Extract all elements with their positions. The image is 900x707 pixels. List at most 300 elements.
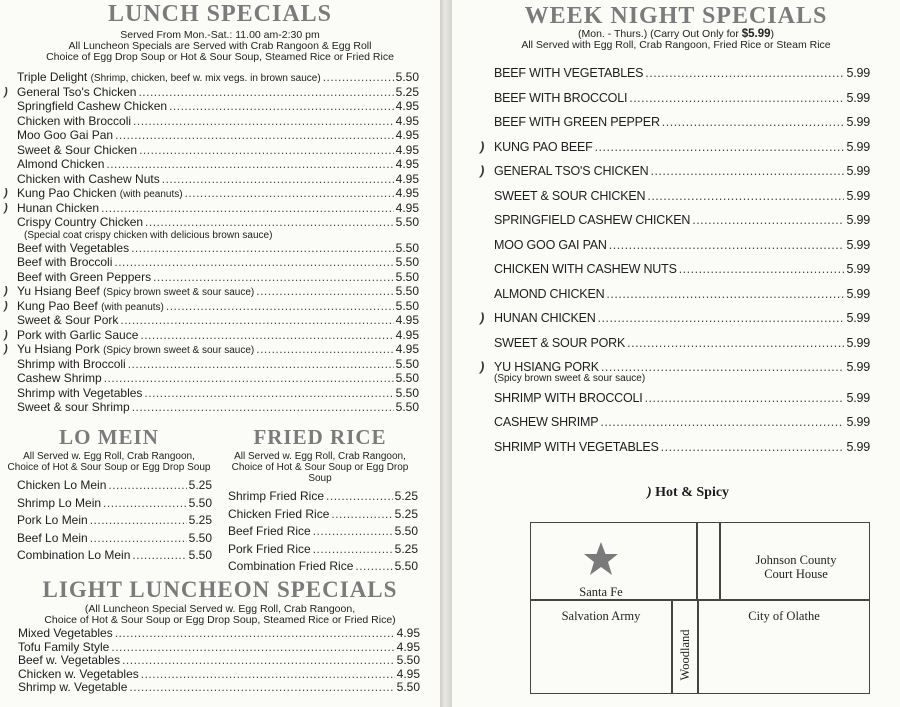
lunch-item [17, 143, 419, 158]
item-name [494, 282, 604, 307]
leader-dots [256, 284, 393, 299]
map-road-santa-fe [531, 599, 719, 601]
item-name-text: KUNG PAO BEEF [494, 139, 593, 154]
lunch-item [17, 255, 419, 270]
fried-rice-subtitle: All Served w. Egg Roll, Crab Rangoon, [234, 451, 406, 462]
leader-dots [627, 331, 844, 356]
week-item [494, 61, 870, 86]
leader-dots [128, 357, 394, 372]
lunch-item [4, 200, 419, 216]
item-name-text: Mixed Vegetables [18, 626, 113, 640]
pepper-icon: ) [647, 485, 652, 500]
lunch-item [4, 342, 419, 357]
item-name-text: CASHEW SHRIMP [494, 415, 599, 429]
pepper-icon: ) [4, 328, 8, 341]
lo-mein-subtitle: Choice of Hot & Sour Soup or Egg Drop Soup [7, 462, 211, 473]
lunch-item [17, 99, 419, 114]
week-item [494, 110, 870, 135]
lunch-item [17, 400, 419, 415]
item-note: (Spicy brown sweet & sour sauce) [103, 287, 255, 298]
map-road-woodland-left [671, 600, 673, 694]
item-name [494, 257, 677, 282]
star-icon [583, 541, 619, 577]
pepper-icon: ) [4, 201, 8, 214]
item-price: 5.99 [846, 188, 870, 203]
item-name [18, 654, 120, 668]
item-price: 5.99 [846, 311, 870, 325]
leader-dots [601, 355, 845, 380]
leader-dots [662, 110, 845, 135]
item-name-text: Pork Fried Rice [228, 541, 311, 556]
lunch-subtitle-line: Served From Mon.-Sat.: 11.00 am-2:30 pm [120, 29, 320, 41]
lunch-item [17, 215, 419, 230]
item-name [494, 386, 643, 411]
item-price: 5.50 [394, 524, 418, 538]
lunch-item [17, 371, 419, 386]
lunch-item [17, 270, 419, 285]
item-price: 5.99 [846, 164, 870, 178]
item-name [494, 233, 607, 258]
item-price: 4.95 [396, 626, 420, 640]
lunch-subtitle [0, 30, 440, 63]
lunch-item [17, 70, 419, 85]
lunch-item [4, 84, 419, 100]
leader-dots [595, 135, 845, 160]
item-price: 5.50 [395, 70, 419, 84]
item-price: 5.99 [846, 286, 870, 301]
item-price: 5.99 [846, 237, 870, 252]
lunch-item [4, 284, 419, 299]
item-name [17, 386, 142, 401]
legend-text: Hot & Spicy [655, 485, 730, 500]
item-name [494, 110, 660, 135]
light-item [18, 668, 420, 682]
map-label-woodland: Woodland [678, 629, 692, 681]
leader-dots [650, 159, 844, 184]
item-name-text: Shrimp Fried Rice [228, 489, 325, 503]
item-name [18, 641, 109, 655]
lo-mein-section [6, 427, 212, 565]
item-name-text: Pork Lo Mein [17, 513, 88, 527]
item-name-text: Cashew Shrimp [17, 371, 102, 385]
item-price: 4.95 [395, 142, 419, 157]
item-price: 4.95 [395, 113, 419, 128]
item-name-text: GENERAL TSO'S CHICKEN [494, 164, 649, 178]
page-gutter [440, 0, 452, 707]
item-name-text: Beef with Green Peppers [17, 269, 152, 284]
item-name [494, 355, 599, 380]
item-name-text: BEEF WITH BROCCOLI [494, 90, 628, 105]
item-name-text: Shrimp Lo Mein [17, 495, 102, 510]
leader-dots [645, 386, 845, 411]
leader-dots [600, 410, 844, 435]
item-name [17, 172, 160, 187]
week-item [494, 208, 870, 233]
item-name-text: Tofu Family Style [18, 639, 110, 654]
item-price: 4.95 [395, 327, 419, 342]
item-price: 5.50 [395, 356, 419, 371]
item-price: 5.50 [395, 298, 419, 313]
leader-dots [313, 523, 393, 541]
item-name [494, 86, 627, 111]
light-section [0, 578, 440, 695]
week-item [494, 257, 870, 282]
leader-dots [162, 172, 394, 187]
leader-dots [138, 85, 393, 100]
leader-dots [104, 371, 394, 386]
light-item [18, 641, 420, 655]
item-name-text: Shrimp with Broccoli [17, 356, 126, 371]
leader-dots [598, 306, 845, 331]
item-name-text: Springfield Cashew Chicken [17, 99, 168, 113]
item-name-text: Yu Hsiang Pork [17, 342, 100, 356]
item-price: 5.50 [395, 240, 419, 255]
lunch-item [17, 114, 419, 129]
leader-dots [185, 186, 394, 201]
lo-mein-item [17, 512, 212, 530]
item-price: 5.25 [394, 506, 418, 521]
leader-dots [692, 208, 844, 233]
item-price: 4.95 [395, 157, 419, 171]
item-name-text: Combination Lo Mein [17, 548, 131, 562]
item-name [228, 523, 311, 541]
fried-rice-item [228, 541, 418, 559]
item-price: 5.99 [846, 90, 870, 105]
leader-dots [153, 270, 394, 285]
item-price: 5.50 [395, 269, 419, 284]
leader-dots [169, 99, 394, 114]
leader-dots [106, 157, 393, 172]
map-label-city-of-olathe: City of Olathe [748, 609, 820, 623]
lunch-item [17, 386, 419, 401]
leader-dots [679, 257, 845, 282]
item-name-text: ALMOND CHICKEN [494, 286, 605, 301]
lunch-item [17, 172, 419, 187]
item-name [18, 627, 113, 641]
item-name [17, 495, 101, 513]
leader-dots [101, 201, 394, 216]
item-name-text: YU HSIANG PORK [494, 360, 599, 374]
item-name-text: Pork with Garlic Sauce [17, 327, 139, 342]
item-name [17, 530, 88, 548]
item-price: 5.50 [395, 215, 419, 229]
item-name [228, 558, 353, 576]
item-price: 5.25 [395, 84, 419, 99]
item-name-text: SPRINGFIELD CASHEW CHICKEN [494, 213, 691, 227]
leader-dots [114, 255, 393, 270]
leader-dots [606, 282, 844, 307]
item-name [228, 541, 311, 559]
item-price: 5.99 [846, 390, 870, 405]
item-price: 4.95 [396, 639, 420, 654]
light-item [18, 627, 420, 641]
item-price: 5.99 [846, 262, 870, 276]
week-subtitle-text: (Mon. - Thurs.) (Carry Out Only for [577, 28, 742, 40]
fried-rice-list [228, 488, 418, 576]
fried-rice-section [220, 427, 420, 576]
item-name [494, 435, 659, 460]
leader-dots [355, 558, 392, 576]
item-price: 5.50 [395, 385, 419, 400]
item-price: 4.95 [395, 128, 419, 142]
item-name-text: CHICKEN WITH CASHEW NUTS [494, 262, 677, 276]
map-label-court-house: Johnson County Court House [755, 553, 837, 581]
week-item [494, 386, 870, 411]
lunch-item [17, 128, 419, 143]
yu-hsiang-note: (Spicy brown sweet & sour sauce) [494, 372, 646, 384]
item-name-text: Almond Chicken [17, 157, 105, 171]
item-name [494, 306, 596, 331]
lo-mein-list [17, 477, 212, 565]
leader-dots [103, 495, 187, 513]
item-name-text: SHRIMP WITH BROCCOLI [494, 390, 643, 405]
lunch-item [17, 313, 419, 328]
item-price: 5.25 [394, 541, 418, 556]
right-page [452, 0, 900, 707]
leader-dots [140, 328, 393, 343]
leader-dots [645, 61, 844, 86]
item-price: 5.50 [396, 680, 420, 695]
item-price: 5.50 [395, 284, 419, 298]
pepper-icon: ) [480, 359, 485, 374]
leader-dots [629, 86, 844, 111]
item-name-text: Beef Lo Mein [17, 530, 88, 545]
lo-mein-item [17, 530, 212, 548]
fried-rice-item [228, 558, 418, 576]
item-name-text: BEEF WITH VEGETABLES [494, 66, 644, 80]
item-name-text: SWEET & SOUR PORK [494, 335, 626, 350]
light-list [18, 627, 420, 695]
fried-rice-title: FRIED RICE [253, 425, 387, 449]
item-price: 5.50 [395, 371, 419, 385]
light-subtitle: Choice of Hot & Sour Soup or Egg Drop Soup, Steamed Rice or Fried Rice) [44, 614, 396, 626]
item-name [18, 681, 127, 695]
pepper-icon: ) [480, 163, 485, 178]
item-price: 5.99 [846, 139, 870, 154]
lo-mein-title: LO MEIN [59, 425, 159, 449]
pepper-icon: ) [4, 187, 8, 199]
week-item [480, 135, 870, 160]
lunch-item [17, 357, 419, 372]
leader-dots [166, 299, 394, 314]
item-name [17, 371, 102, 386]
week-item [480, 159, 870, 184]
item-name-text: Crispy Country Chicken [17, 215, 144, 229]
lunch-subtitle-line: All Luncheon Specials are Served with Crab Rangoon & Egg Roll [68, 40, 372, 52]
item-name-text: HUNAN CHICKEN [494, 311, 596, 325]
item-name-text: Sweet & Sour Chicken [17, 142, 138, 157]
item-price: 5.50 [395, 400, 419, 414]
map-road-santa-fe-right [719, 599, 869, 601]
item-note: (with peanuts) [101, 301, 164, 313]
leader-dots [120, 313, 393, 328]
leader-dots [129, 681, 394, 695]
item-name-text: Beef with Vegetables [17, 240, 130, 255]
leader-dots [661, 435, 845, 460]
item-name [494, 208, 690, 233]
item-name [17, 201, 99, 216]
item-price: 5.25 [188, 513, 212, 527]
item-price: 4.95 [395, 342, 419, 356]
pepper-icon: ) [4, 285, 8, 297]
week-item [494, 410, 870, 435]
map-label-santa-fe: Santa Fe [579, 585, 623, 599]
leader-dots [133, 114, 394, 129]
week-item [494, 86, 870, 111]
item-name [17, 215, 143, 230]
lunch-item [4, 327, 419, 343]
lunch-item [17, 157, 419, 172]
item-price: 5.50 [396, 653, 420, 668]
leader-dots [323, 70, 394, 85]
fried-rice-item [228, 523, 418, 541]
item-name-text: General Tso's Chicken [17, 84, 137, 99]
lunch-subtitle-line: Choice of Egg Drop Soup or Hot & Sour Soup, Steamed Rice or Fried Rice [46, 51, 394, 63]
leader-dots [122, 654, 395, 668]
pepper-icon: ) [4, 343, 8, 355]
lo-mein-item [17, 547, 212, 565]
leader-dots [111, 641, 394, 655]
leader-dots [141, 668, 395, 682]
item-price: 5.99 [846, 115, 870, 129]
week-item [480, 306, 870, 331]
pepper-icon: ) [4, 299, 8, 312]
item-name [17, 270, 151, 285]
item-name [17, 255, 112, 270]
item-name [17, 128, 113, 143]
item-name [228, 506, 329, 524]
item-name-text: Hunan Chicken [17, 200, 100, 215]
item-price: 5.50 [395, 255, 419, 269]
leader-dots [326, 488, 393, 506]
item-name-text: Shrimp w. Vegetable [18, 680, 128, 695]
leader-dots [115, 128, 394, 143]
week-subtitle-price: $5.99 [741, 28, 771, 40]
leader-dots [90, 530, 187, 548]
item-price: 5.99 [846, 415, 870, 429]
item-name [18, 668, 139, 682]
item-name-text: Chicken w. Vegetables [18, 666, 139, 681]
leader-dots [256, 342, 393, 357]
leader-dots [647, 184, 844, 209]
week-item [494, 184, 870, 209]
item-price: 5.50 [394, 559, 418, 573]
item-name [17, 547, 130, 565]
item-name [494, 61, 643, 86]
leader-dots [144, 386, 393, 401]
leader-dots [609, 233, 845, 258]
hot-spicy-legend [647, 485, 729, 501]
leader-dots [331, 506, 392, 524]
lunch-item [4, 298, 419, 314]
item-name-text: Kung Pao Beef [17, 298, 98, 313]
item-name-text: Moo Goo Gai Pan [17, 128, 114, 142]
item-name [17, 114, 131, 129]
leader-dots [90, 512, 187, 530]
item-name-text: MOO GOO GAI PAN [494, 237, 607, 252]
light-title: LIGHT LUNCHEON SPECIALS [42, 577, 398, 602]
map-label-salvation-army: Salvation Army [561, 609, 641, 623]
item-price: 5.25 [188, 478, 212, 492]
item-name [17, 357, 126, 372]
item-name [17, 157, 104, 172]
item-name-text: Chicken Fried Rice [228, 506, 330, 521]
crispy-chicken-note: (Special coat crispy chicken with delicious brown sauce) [24, 229, 273, 241]
left-page [0, 0, 440, 707]
item-price: 4.95 [395, 99, 419, 113]
item-name [17, 241, 129, 256]
fried-rice-item [228, 488, 418, 506]
lo-mein-item [17, 495, 212, 513]
item-name-text: Shrimp with Vegetables [17, 385, 143, 400]
leader-dots [131, 241, 394, 256]
item-name [494, 135, 593, 160]
item-price: 5.50 [188, 548, 212, 562]
item-name-text: BEEF WITH GREEN PEPPER [494, 115, 660, 129]
item-name-text: SHRIMP WITH VEGETABLES [494, 439, 659, 454]
item-price: 5.99 [846, 360, 870, 374]
week-item [494, 435, 870, 460]
item-name-text: Combination Fried Rice [228, 559, 354, 573]
item-price: 5.50 [188, 495, 212, 510]
item-price: 5.50 [188, 530, 212, 545]
item-name [17, 512, 88, 530]
item-name-text: Beef w. Vegetables [18, 653, 121, 668]
item-name [17, 85, 136, 100]
leader-dots [145, 215, 394, 230]
item-price: 4.95 [395, 186, 419, 200]
week-subtitle-2: All Served with Egg Roll, Crab Rangoon, Fried Rice or Steam Rice [521, 39, 831, 51]
item-note: (Shrimp, chicken, beef w. mix vegs. in brown sauce) [90, 73, 321, 84]
item-name [17, 313, 118, 328]
fried-rice-item [228, 506, 418, 524]
fried-rice-subtitle: Choice of Hot & Sour Soup or Egg Drop Soup [231, 462, 409, 484]
week-menu-list [480, 61, 870, 459]
item-name-text: Beef with Broccoli [17, 255, 113, 269]
item-price: 5.99 [846, 439, 870, 454]
item-name-text: Chicken with Cashew Nuts [17, 171, 160, 186]
item-price: 5.99 [846, 335, 870, 350]
item-name-text: SWEET & SOUR CHICKEN [494, 188, 646, 203]
item-name [17, 328, 138, 343]
item-price: 4.95 [396, 666, 420, 681]
item-name [17, 477, 106, 495]
leader-dots [139, 143, 394, 158]
week-item [494, 233, 870, 258]
week-item [494, 331, 870, 356]
item-name [17, 400, 130, 415]
item-name [17, 99, 167, 114]
lunch-menu-list [4, 70, 419, 415]
item-name [494, 159, 648, 184]
leader-dots [132, 400, 394, 415]
item-price: 5.99 [846, 213, 870, 227]
week-title: WEEK NIGHT SPECIALS [524, 3, 828, 29]
lunch-title: LUNCH SPECIALS [107, 1, 333, 27]
leader-dots [132, 547, 186, 565]
lo-mein-item [17, 477, 212, 495]
leader-dots [108, 477, 186, 495]
pepper-icon: ) [480, 310, 485, 325]
lo-mein-subtitle: All Served w. Egg Roll, Crab Rangoon, [23, 451, 195, 462]
week-subtitle-close: ) [770, 28, 775, 40]
item-name [17, 143, 137, 158]
item-name-text: Beef Fried Rice [228, 524, 311, 538]
item-price: 5.99 [846, 66, 870, 80]
item-name-text: Yu Hsiang Beef [17, 284, 100, 298]
item-price: 4.95 [395, 171, 419, 186]
light-item [18, 654, 420, 668]
